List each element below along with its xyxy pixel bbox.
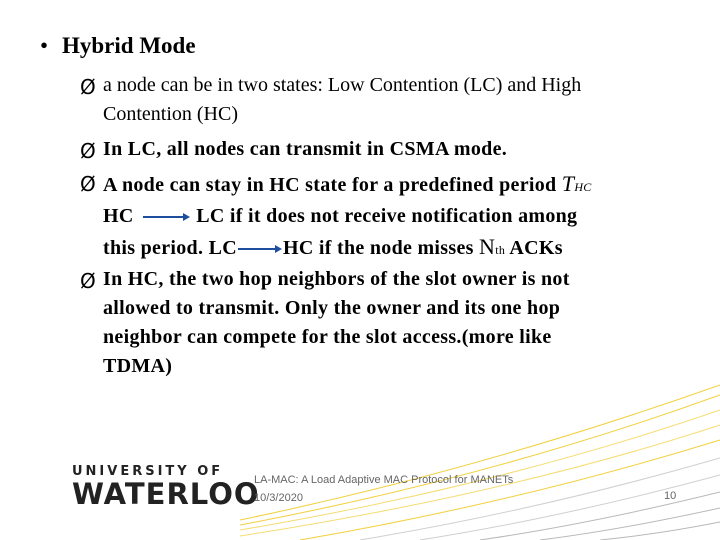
symbol-t: T	[561, 171, 575, 196]
sub-bullet-marker: Ø	[80, 172, 96, 196]
text-span: this period. LC	[103, 237, 237, 259]
text-span: LC if it does not receive notification among	[196, 205, 578, 227]
footer-date: 10/3/2020	[254, 492, 303, 504]
text-line: In HC, the two hop neighbors of the slot owner is not	[103, 268, 570, 290]
text-line: allowed to transmit. Only the owner and its one hop	[103, 297, 561, 319]
text-line: Contention (HC)	[103, 103, 238, 125]
sub-bullet-marker: Ø	[80, 139, 96, 163]
logo-line-2: WATERLOO	[72, 477, 260, 511]
text-span: HC if the node misses	[282, 237, 474, 259]
slide-heading: Hybrid Mode	[62, 33, 196, 58]
symbol-subscript-hc: HC	[574, 180, 592, 194]
text-line: In LC, all nodes can transmit in CSMA mode.	[103, 138, 508, 160]
bullet-dot: •	[40, 33, 49, 58]
state-hc: HC	[103, 205, 134, 227]
footer-title: LA-MAC: A Load Adaptive MAC Protocol for MANETs	[254, 474, 514, 486]
text-line	[103, 171, 592, 197]
text-line: a node can be in two states: Low Contention (LC) and High	[103, 74, 582, 96]
text-span: A node can stay in HC state for a predefined period	[103, 174, 557, 196]
university-logo	[72, 464, 260, 511]
main-bullet	[40, 33, 196, 59]
text-line	[103, 234, 563, 260]
right-arrow-icon	[139, 210, 191, 224]
symbol-subscript-th: th	[495, 243, 506, 257]
right-arrow-icon	[237, 242, 283, 256]
text-line: TDMA)	[103, 355, 173, 377]
text-span: ACKs	[509, 237, 563, 259]
symbol-n: N	[479, 234, 496, 259]
sub-bullet-marker: Ø	[80, 75, 96, 99]
text-line	[103, 205, 577, 228]
slide-number: 10	[664, 490, 677, 502]
text-line: neighbor can compete for the slot access.(more like	[103, 326, 552, 348]
logo-line-1: UNIVERSITY OF	[72, 464, 224, 479]
sub-bullet-marker: Ø	[80, 269, 96, 293]
